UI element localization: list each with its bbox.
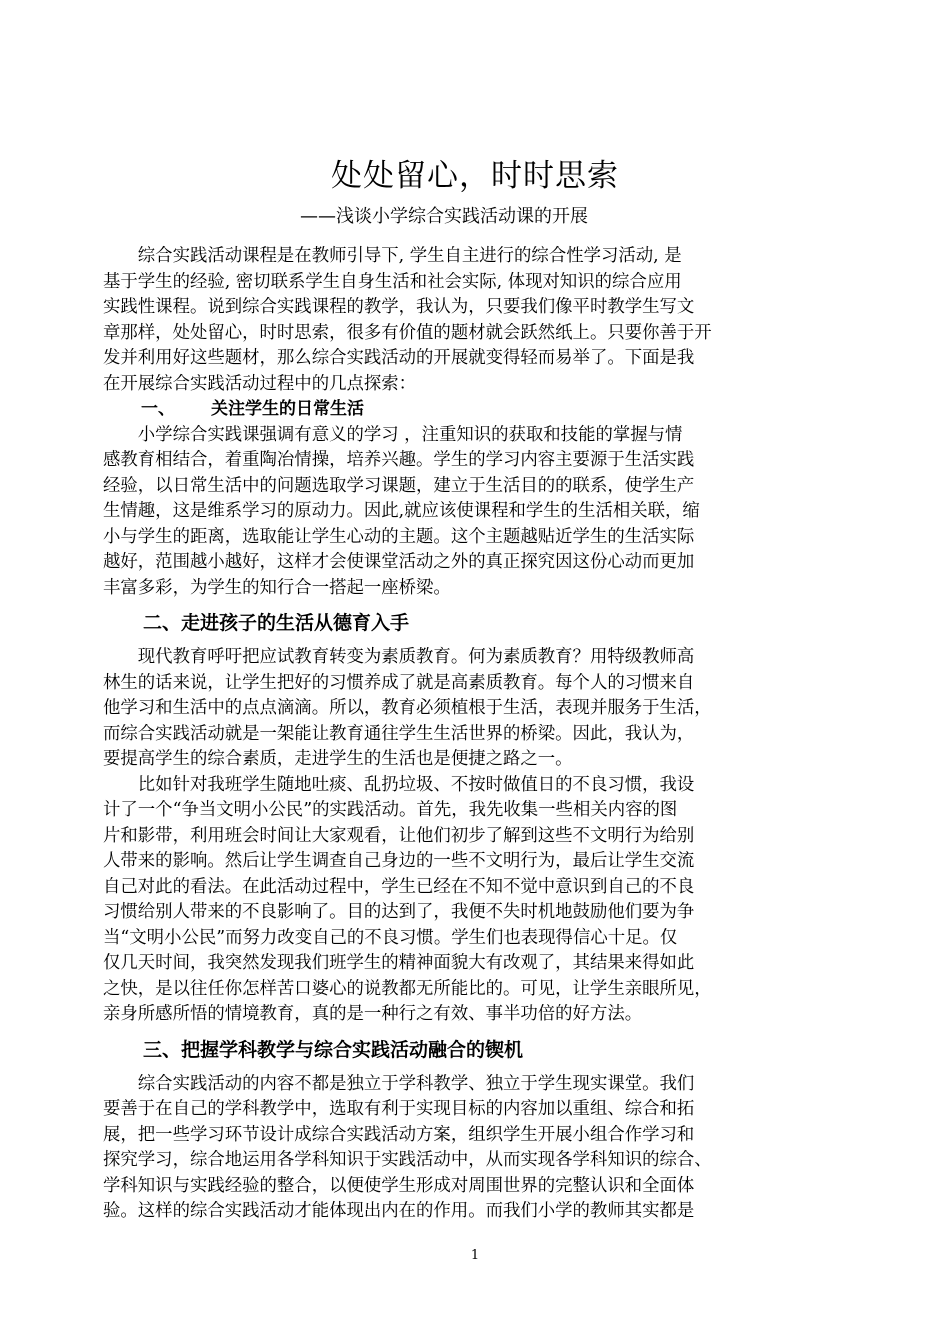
text-line: 章那样，处处留心，时时思索，很多有价值的题材就会跃然纸上。只要你善于开 <box>103 322 712 343</box>
text-line: 小学综合实践课强调有意义的学习 ，注重知识的获取和技能的掌握与情 <box>103 424 683 445</box>
text-line: 综合实践活动课程是在教师引导下, 学生自主进行的综合性学习活动, 是 <box>103 246 682 266</box>
document-body <box>103 244 851 1225</box>
section-1-number: 一、 <box>141 399 175 419</box>
text-line: 比如针对我班学生随地吐痰、乱扔垃圾、不按时做值日的不良习惯，我设 <box>103 774 695 795</box>
page-number: 1 <box>470 1248 480 1263</box>
text-line: 人带来的影响。然后让学生调查自己身边的一些不文明行为，最后让学生交流 <box>103 851 695 871</box>
text-line: 展，把一些学习环节设计成综合实践活动方案，组织学生开展小组合作学习和 <box>103 1124 695 1145</box>
text-line: 感教育相结合，着重陶冶情操，培养兴趣。学生的学习内容主要源于生活实践 <box>103 450 695 470</box>
section-3-heading: 三、把握学科教学与综合实践活动融合的锲机 <box>143 1038 524 1061</box>
text-line: 经验，以日常生活中的问题选取学习课题，建立于生活目的的联系，使学生产 <box>103 475 695 496</box>
text-line: 自己对此的看法。在此活动过程中，学生已经在不知不觉中意识到自己的不良 <box>103 876 695 897</box>
text-line: 习惯给别人带来的不良影响了。目的达到了，我便不失时机地鼓励他们要为争 <box>103 902 695 922</box>
text-line: 要提高学生的综合素质，走进学生的生活也是便捷之路之一。 <box>103 749 573 769</box>
section-3-paragraph <box>103 1072 851 1225</box>
section-2-heading: 二、走进孩子的生活从德育入手 <box>143 612 410 634</box>
text-line: 片和影带，利用班会时间让大家观看，让他们初步了解到这些不文明行为给别 <box>103 825 695 846</box>
text-line: 计了一个“争当文明小公民”的实践活动。首先，我先收集一些相关内容的图 <box>103 800 678 820</box>
section-2-paragraph <box>103 645 851 1028</box>
page-title: 处处留心，时时思索 <box>331 158 619 194</box>
text-line: 探究学习，综合地运用各学科知识于实践活动中，从而实现各学科知识的综合、 <box>103 1150 712 1170</box>
text-line: 验。这样的综合实践活动才能体现出内在的作用。而我们小学的教师其实都是 <box>103 1201 695 1221</box>
text-line: 仅几天时间，我突然发现我们班学生的精神面貌大有改观了，其结果来得如此 <box>103 953 695 973</box>
section-1-title: 关注学生的日常生活 <box>211 399 364 419</box>
text-line: 林生的话来说，让学生把好的习惯养成了就是高素质教育。每个人的习惯来自 <box>103 672 695 693</box>
text-line: 要善于在自己的学科教学中，选取有利于实现目标的内容加以重组、综合和拓 <box>103 1099 695 1119</box>
text-line: 基于学生的经验, 密切联系学生自身生活和社会实际, 体现对知识的综合应用 <box>103 271 682 292</box>
page-subtitle: ——浅谈小学综合实践活动课的开展 <box>300 206 588 227</box>
text-line: 之快，是以往任你怎样苦口婆心的说教都无所能比的。可见，让学生亲眼所见， <box>103 978 712 999</box>
text-line: 发并利用好这些题材，那么综合实践活动的开展就变得轻而易举了。下面是我 <box>103 348 695 368</box>
text-line: 学科知识与实践经验的整合，以便使学生形成对周围世界的完整认识和全面体 <box>103 1175 695 1196</box>
text-line: 越好，范围越小越好，这样才会使课堂活动之外的真正探究因这份心动而更加 <box>103 552 695 572</box>
text-line: 而综合实践活动就是一架能让教育通往学生生活世界的桥梁。因此，我认为， <box>103 723 695 744</box>
text-line: 生情趣，这是维系学习的原动力。因此,就应该使课程和学生的生活相关联，缩 <box>103 501 700 521</box>
text-line: 他学习和生活中的点点滴滴。所以，教育必须植根于生活，表现并服务于生活， <box>103 698 712 718</box>
text-line: 在开展综合实践活动过程中的几点探索： <box>103 373 417 394</box>
text-line: 当“文明小公民”而努力改变自己的不良习惯。学生们也表现得信心十足。仅 <box>103 927 678 948</box>
text-line: 亲身所感所悟的情境教育，真的是一种行之有效、事半功倍的好方法。 <box>103 1004 643 1024</box>
text-line: 综合实践活动的内容不都是独立于学科教学、独立于学生现实课堂。我们 <box>103 1073 695 1094</box>
section-1-paragraph <box>103 423 851 602</box>
intro-paragraph <box>103 244 851 397</box>
text-line: 小与学生的距离，选取能让学生心动的主题。这个主题越贴近学生的生活实际 <box>103 526 695 547</box>
section-1-heading <box>103 397 851 423</box>
text-line: 现代教育呼吁把应试教育转变为素质教育。何为素质教育？用特级教师高 <box>103 647 695 667</box>
text-line: 实践性课程。说到综合实践课程的教学，我认为，只要我们像平时教学生写文 <box>103 297 695 317</box>
text-line: 丰富多彩，为学生的知行合一搭起一座桥梁。 <box>103 577 451 598</box>
